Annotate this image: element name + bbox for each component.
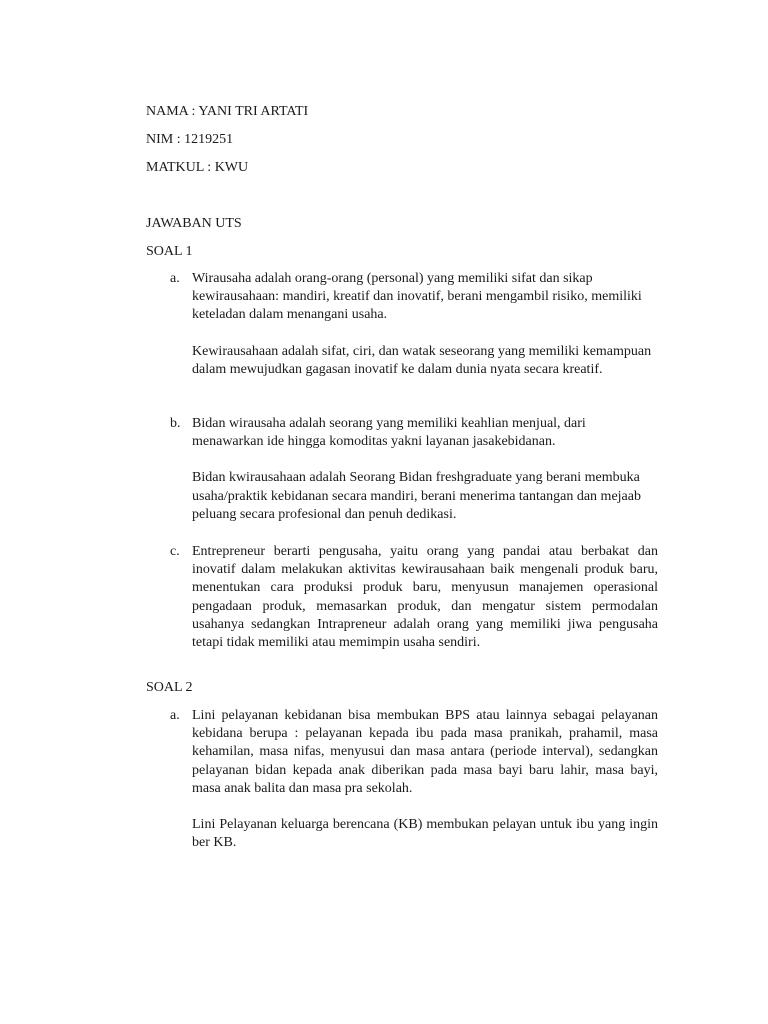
paragraph: Entrepreneur berarti pengusaha, yaitu orang yang pandai atau berbakat dan inovatif dalam melakukan aktivitas kewirausahaan baik mengenali produk baru, menentukan cara produksi produk baru, menyusun manajemen operasional pengadaan produk, memasarkan produk, dan mengatur sistem permodalan usahanya sedangkan Intrapreneur adalah orang yang memiliki jiwa pengusaha tetapi tidak memiliki atau memimpin usaha sendiri. [192,544,658,651]
list-marker: a. [170,708,180,723]
soal-1-item-c [170,543,658,652]
list-marker: a. [170,271,180,286]
list-marker: c. [170,544,180,559]
soal-2-item-a [170,707,658,852]
paragraph: Bidan wirausaha adalah seorang yang memiliki keahlian menjual, dari menawarkan ide hingga komoditas yakni layanan jasakebidanan. [192,416,586,450]
soal-2-heading: SOAL 2 [146,680,193,695]
student-name: NAMA : YANI TRI ARTATI [146,104,309,119]
paragraph: Kewirausahaan adalah sifat, ciri, dan watak seseorang yang memiliki kemampuan dalam mewujudkan gagasan inovatif ke dalam dunia nyata secara kreatif. [192,343,652,377]
answers-title: JAWABAN UTS [146,216,242,231]
paragraph: Lini pelayanan kebidanan bisa membukan BPS atau lainnya sebagai pelayanan kebidana berupa : pelayanan kepada ibu pada masa pranikah, prahamil, masa kehamilan, masa nifas, menyusui dan masa antara (periode interval), sedangkan pelayanan bidan kepada anak diberikan pada masa bayi baru lahir, masa bayi, masa anak balita dan masa pra sekolah. [192,708,658,796]
paragraph: Lini Pelayanan keluarga berencana (KB) membukan pelayan untuk ibu yang ingin ber KB. [192,817,658,851]
course-name: MATKUL : KWU [146,160,249,175]
soal-1-heading: SOAL 1 [146,244,193,259]
student-nim: NIM : 1219251 [146,132,234,147]
list-marker: b. [170,416,181,431]
paragraph: Bidan kwirausahaan adalah Seorang Bidan freshgraduate yang berani membuka usaha/praktik kebidanan secara mandiri, berani menerima tantangan dan mejaab peluang secara profesional dan penuh dedikasi. [192,470,641,522]
soal-1-item-a [170,270,658,379]
soal-1-item-b [170,415,658,524]
paragraph: Wirausaha adalah orang-orang (personal) yang memiliki sifat dan sikap kewirausahaan: mandiri, kreatif dan inovatif, berani mengambil risiko, memiliki keteladan dalam menangani usaha. [192,271,642,323]
